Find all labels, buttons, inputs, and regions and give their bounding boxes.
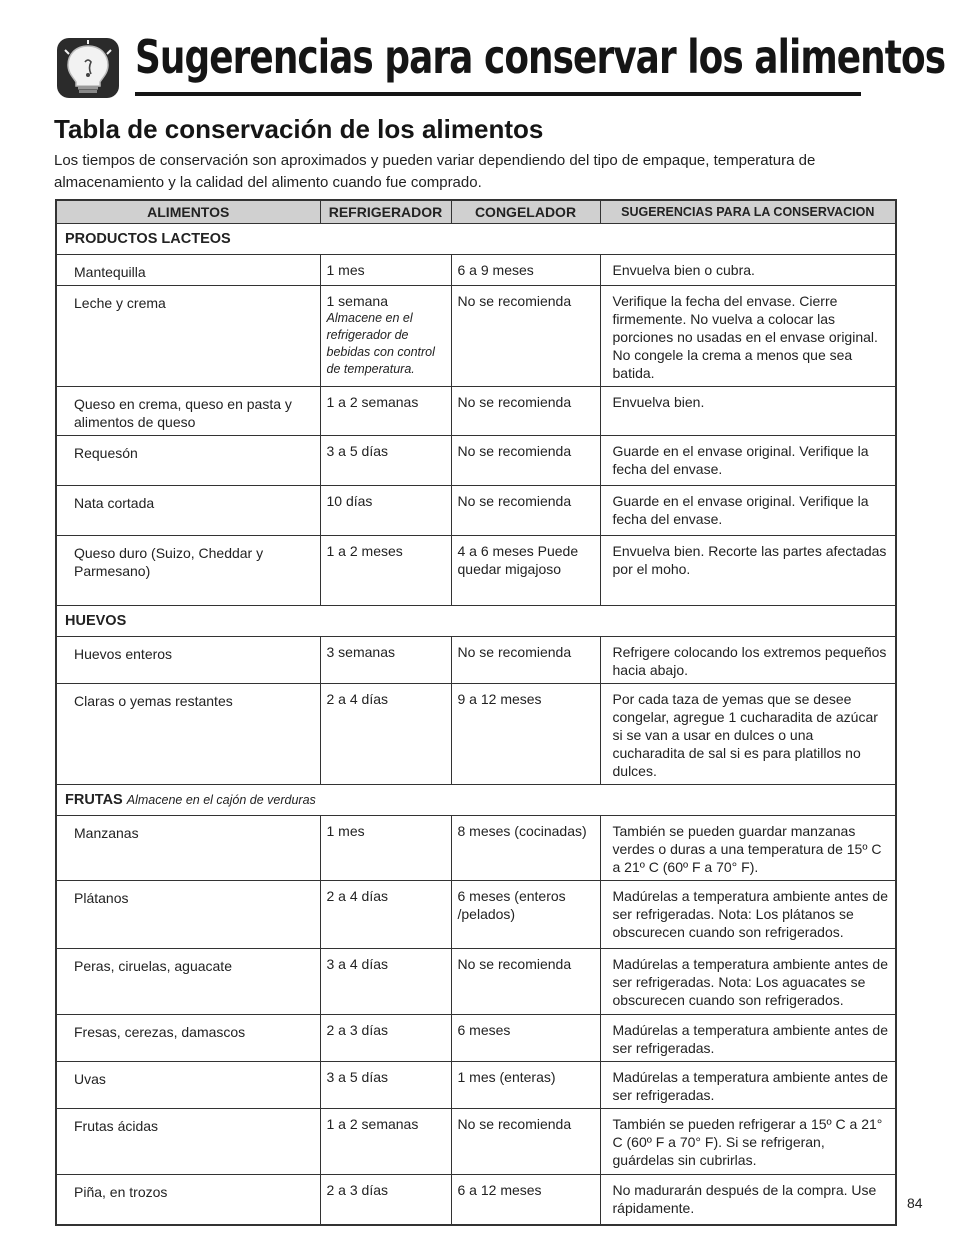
freezer-time: No se recomienda <box>451 486 600 536</box>
freezer-time: 8 meses (cocinadas) <box>451 816 600 881</box>
table-row <box>56 286 896 387</box>
storage-tip: Por cada taza de yemas que se desee congelar, agregue 1 cucharadita de azúcar si se van a usar en dulces o una cucharadita de sal si es para platillos no dulces. <box>600 684 896 785</box>
food-name: Peras, ciruelas, aguacate <box>56 949 320 1015</box>
storage-tip: Madúrelas a temperatura ambiente antes de ser refrigeradas. Nota: Los plátanos se obscurecen cuando son refrigerados. <box>600 881 896 949</box>
table-row <box>56 881 896 949</box>
fridge-time: 10 días <box>320 486 451 536</box>
food-name: Plátanos <box>56 881 320 949</box>
freezer-time: 6 meses (enteros /pelados) <box>451 881 600 949</box>
storage-tip: Madúrelas a temperatura ambiente antes de ser refrigeradas. <box>600 1062 896 1109</box>
food-storage-table <box>55 199 897 1226</box>
lightbulb-icon <box>57 38 119 98</box>
table-row <box>56 949 896 1015</box>
freezer-time: No se recomienda <box>451 436 600 486</box>
storage-tip: Envuelva bien. <box>600 387 896 436</box>
fridge-time: 3 semanas <box>320 637 451 684</box>
section-title: Tabla de conservación de los alimentos <box>54 114 544 144</box>
fridge-time: 1 mes <box>320 255 451 286</box>
page-number: 84 <box>907 1195 923 1211</box>
storage-tip: Madúrelas a temperatura ambiente antes de ser refrigeradas. Nota: Los aguacates se obscurecen cuando son refrigerados. <box>600 949 896 1015</box>
food-name: Piña, en trozos <box>56 1175 320 1225</box>
freezer-time: No se recomienda <box>451 387 600 436</box>
table-row <box>56 1015 896 1062</box>
section-row-lacteos <box>56 224 896 255</box>
food-name: Huevos enteros <box>56 637 320 684</box>
page-header <box>57 30 946 98</box>
food-name: Nata cortada <box>56 486 320 536</box>
table-row <box>56 637 896 684</box>
food-name: Uvas <box>56 1062 320 1109</box>
freezer-time: 6 a 12 meses <box>451 1175 600 1225</box>
storage-tip: Guarde en el envase original. Verifique la fecha del envase. <box>600 436 896 486</box>
header-congelador: CONGELADOR <box>451 200 600 224</box>
storage-tip: También se pueden refrigerar a 15º C a 21° C (60º F a 70° F). Si se refrigeran, guárdelas sin cubrirlas. <box>600 1109 896 1175</box>
fridge-time: 3 a 5 días <box>320 436 451 486</box>
food-name: Requesón <box>56 436 320 486</box>
table-row <box>56 1109 896 1175</box>
fridge-time: 1 a 2 meses <box>320 536 451 606</box>
freezer-time: No se recomienda <box>451 637 600 684</box>
fridge-time: 3 a 4 días <box>320 949 451 1015</box>
fridge-time: 1 semana <box>326 293 388 309</box>
section-title-frutas: FRUTAS <box>65 792 123 808</box>
fridge-time: 2 a 4 días <box>320 881 451 949</box>
storage-tip: También se pueden guardar manzanas verdes o duras a una temperatura de 15º C a 21º C (60º F a 70° F). <box>600 816 896 881</box>
table-row <box>56 536 896 606</box>
section-row-huevos <box>56 606 896 637</box>
section-row-frutas <box>56 785 896 816</box>
table-row <box>56 816 896 881</box>
title-underline <box>135 92 861 96</box>
fridge-cell <box>320 286 451 387</box>
storage-tip: Guarde en el envase original. Verifique la fecha del envase. <box>600 486 896 536</box>
freezer-time: 6 a 9 meses <box>451 255 600 286</box>
freezer-time: 4 a 6 meses Puede quedar migajoso <box>451 536 600 606</box>
fridge-time: 1 a 2 semanas <box>320 387 451 436</box>
freezer-time: No se recomienda <box>451 1109 600 1175</box>
header-sugerencias: SUGERENCIAS PARA LA CONSERVACION <box>600 200 896 224</box>
freezer-time: 1 mes (enteras) <box>451 1062 600 1109</box>
storage-tip: Verifique la fecha del envase. Cierre firmemente. No vuelva a colocar las porciones no usadas en el envase original. No congele la crema a menos que sea batida. <box>600 286 896 387</box>
section-note-frutas: Almacene en el cajón de verduras <box>126 793 316 807</box>
table-row <box>56 1175 896 1225</box>
storage-tip: Madúrelas a temperatura ambiente antes de ser refrigeradas. <box>600 1015 896 1062</box>
table-row <box>56 684 896 785</box>
storage-tip: No madurarán después de la compra. Use rápidamente. <box>600 1175 896 1225</box>
table-row <box>56 436 896 486</box>
section-title-lacteos: PRODUCTOS LACTEOS <box>65 231 231 247</box>
freezer-time: 9 a 12 meses <box>451 684 600 785</box>
fridge-time: 1 mes <box>320 816 451 881</box>
table-header-row <box>56 200 896 224</box>
food-name: Queso duro (Suizo, Cheddar y Parmesano) <box>56 536 320 606</box>
fridge-time: 2 a 3 días <box>320 1175 451 1225</box>
table-row <box>56 1062 896 1109</box>
page-title: Sugerencias para conservar los alimentos <box>135 30 946 84</box>
storage-tip: Envuelva bien o cubra. <box>600 255 896 286</box>
food-name: Frutas ácidas <box>56 1109 320 1175</box>
header-alimentos: ALIMENTOS <box>56 200 320 224</box>
storage-tip: Envuelva bien. Recorte las partes afectadas por el moho. <box>600 536 896 606</box>
food-name: Manzanas <box>56 816 320 881</box>
food-name: Mantequilla <box>56 255 320 286</box>
storage-tip: Refrigere colocando los extremos pequeños hacia abajo. <box>600 637 896 684</box>
header-refrigerador: REFRIGERADOR <box>320 200 451 224</box>
freezer-time: No se recomienda <box>451 286 600 387</box>
food-name: Leche y crema <box>56 286 320 387</box>
intro-paragraph: Los tiempos de conservación son aproximados y pueden variar dependiendo del tipo de empaque, temperatura de almacenamiento y la calidad del alimento cuando fue comprado. <box>54 152 816 191</box>
food-name: Queso en crema, queso en pasta y alimentos de queso <box>56 387 320 436</box>
fridge-note: Almacene en el refrigerador de bebidas con control de temperatura. <box>326 311 435 376</box>
food-name: Claras o yemas restantes <box>56 684 320 785</box>
food-name: Fresas, cerezas, damascos <box>56 1015 320 1062</box>
freezer-time: No se recomienda <box>451 949 600 1015</box>
table-row <box>56 486 896 536</box>
fridge-time: 2 a 3 días <box>320 1015 451 1062</box>
fridge-time: 1 a 2 semanas <box>320 1109 451 1175</box>
table-row <box>56 387 896 436</box>
fridge-time: 2 a 4 días <box>320 684 451 785</box>
section-title-huevos: HUEVOS <box>65 613 127 629</box>
fridge-time: 3 a 5 días <box>320 1062 451 1109</box>
table-row <box>56 255 896 286</box>
freezer-time: 6 meses <box>451 1015 600 1062</box>
